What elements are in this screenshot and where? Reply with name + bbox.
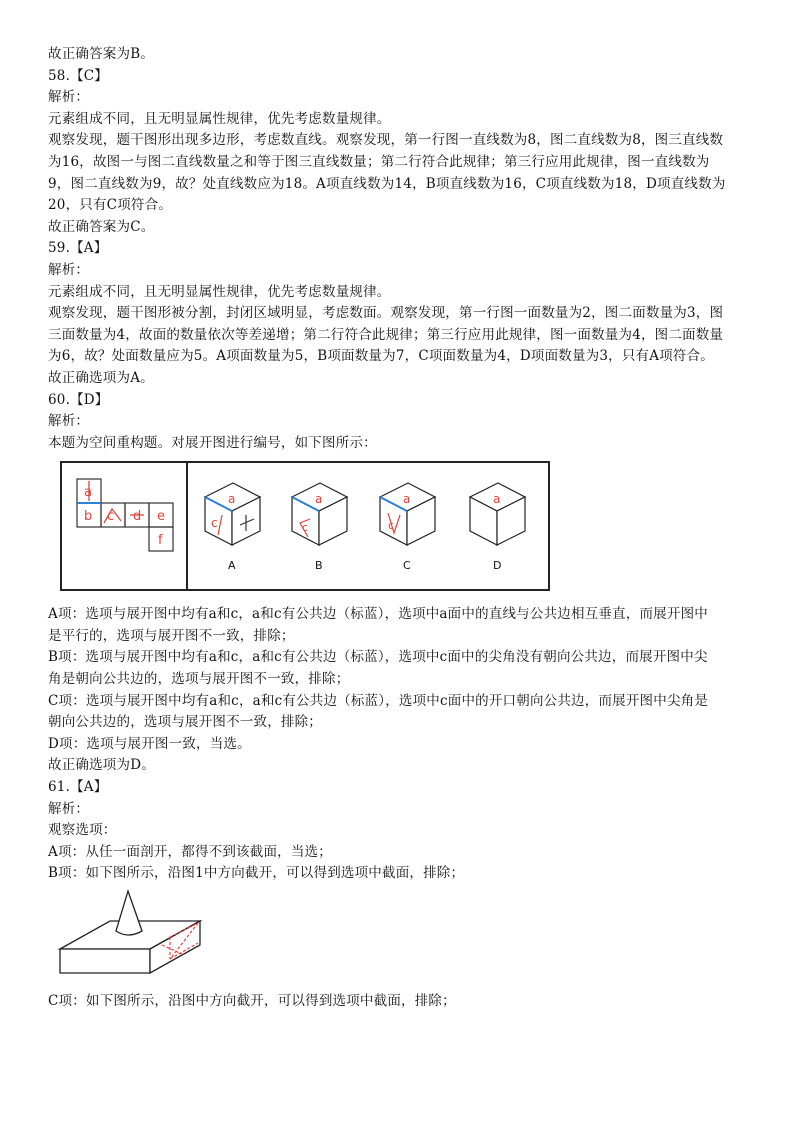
text-line: 20，只有C项符合。: [48, 197, 173, 214]
text-line: 58.【C】: [48, 67, 108, 84]
text-line: 60.【D】: [48, 391, 109, 408]
cube-c-face-top: a: [403, 492, 411, 507]
text-line: 观察发现，题干图形出现多边形，考虑数直线。观察发现，第一行图一直线数为8，图二直线数为8，图三直线数: [48, 132, 724, 149]
slab-cone-diagram: [58, 887, 218, 993]
net-label-e: e: [157, 509, 165, 525]
cube-c-face-left: c: [388, 519, 395, 533]
text-line: D项：选项与展开图一致，当选。: [48, 735, 251, 752]
option-label-b: B: [315, 559, 323, 573]
cube-option-c: [380, 483, 435, 545]
text-line: 解析：: [48, 261, 90, 278]
option-label-d: D: [493, 559, 502, 573]
text-line: 本题为空间重构题。对展开图进行编号，如下图所示：: [48, 434, 377, 451]
text-line: 元素组成不同，且无明显属性规律，优先考虑数量规律。: [48, 283, 391, 300]
text-line: 故正确选项为D。: [48, 757, 155, 774]
text-line: 观察选项：: [48, 822, 117, 839]
cube-net-diagram: [60, 461, 580, 611]
text-line: 为16，故图一与图二直线数量之和等于图三直线数量；第二行符合此规律；第三行应用此规律，图一直线数为: [48, 153, 710, 170]
text-line: 元素组成不同，且无明显属性规律，优先考虑数量规律。: [48, 110, 391, 127]
cube-a-face-left: c: [211, 516, 218, 531]
option-label-c: C: [403, 559, 411, 573]
text-line: 59.【A】: [48, 240, 108, 257]
cube-d-face-top: a: [493, 492, 501, 507]
cube-option-d: [470, 483, 525, 545]
text-line: 故正确答案为C。: [48, 218, 155, 235]
text-line: 故正确选项为A。: [48, 369, 154, 386]
text-line: 61.【A】: [48, 779, 108, 796]
net-label-a: a: [84, 485, 92, 501]
cube-b-face-top: a: [315, 492, 323, 507]
cube-net-figure: [48, 454, 760, 604]
text-line: 是平行的，选项与展开图不一致，排除；: [48, 627, 295, 644]
text-line: 朝向公共边的，选项与展开图不一致，排除；: [48, 714, 322, 731]
text-line: 角是朝向公共边的，选项与展开图不一致，排除；: [48, 671, 350, 688]
text-line: 三面数量为4，故面的数量依次等差递增；第二行符合此规律；第三行应用此规律，图一面数量为4，图二面数量: [48, 326, 724, 343]
text-line: 解析：: [48, 413, 90, 430]
text-block-a: [48, 44, 760, 454]
option-label-a: A: [228, 559, 236, 573]
document-page: [48, 44, 760, 1013]
cube-option-a: [205, 483, 260, 545]
cube-b-face-left: c: [302, 521, 309, 535]
net-label-d: d: [133, 509, 142, 525]
slab-cone-figure: [48, 885, 760, 991]
text-line: A项：从任一面剖开，都得不到该截面，当选；: [48, 843, 332, 860]
text-line: 为6，故？处面数量应为5。A项面数量为5，B项面数量为7，C项面数量为4，D项面数量为3，只有A项符合。: [48, 348, 715, 365]
text-block-c: [48, 991, 760, 1013]
text-line: 解析：: [48, 800, 90, 817]
text-block-b: [48, 604, 760, 885]
net-label-c: c: [107, 509, 115, 525]
net-label-f: f: [158, 533, 163, 549]
text-line: 故正确答案为B。: [48, 46, 155, 62]
cube-a-face-top: a: [228, 492, 236, 507]
text-line: 解析：: [48, 89, 90, 106]
text-line: 9，图二直线数为9，故？处直线数应为18。A项直线数为14，B项直线数为16，C项直线数为18，D项直线数为: [48, 175, 726, 192]
text-line: B项：选项与展开图中均有a和c，a和c有公共边（标蓝），选项中c面中的尖角没有朝向公共边，而展开图中尖: [48, 649, 708, 666]
cube-option-b: [292, 483, 347, 545]
text-line: C项：如下图所示，沿图中方向截开，可以得到选项中截面，排除；: [48, 993, 456, 1009]
net-label-b: b: [84, 509, 93, 525]
cone-shape: [116, 891, 142, 935]
text-line: C项：选项与展开图中均有a和c，a和c有公共边（标蓝），选项中c面中的开口朝向公共边，而展开图中尖角是: [48, 692, 709, 709]
text-line: B项：如下图所示，沿图1中方向截开，可以得到选项中截面，排除；: [48, 865, 465, 882]
text-line: 观察发现，题干图形被分割，封闭区域明显，考虑数面。观察发现，第一行图一面数量为2，图二面数量为3，图: [48, 305, 724, 322]
text-line: A项：选项与展开图中均有a和c，a和c有公共边（标蓝），选项中a面中的直线与公共边相互垂直，而展开图中: [48, 606, 708, 623]
